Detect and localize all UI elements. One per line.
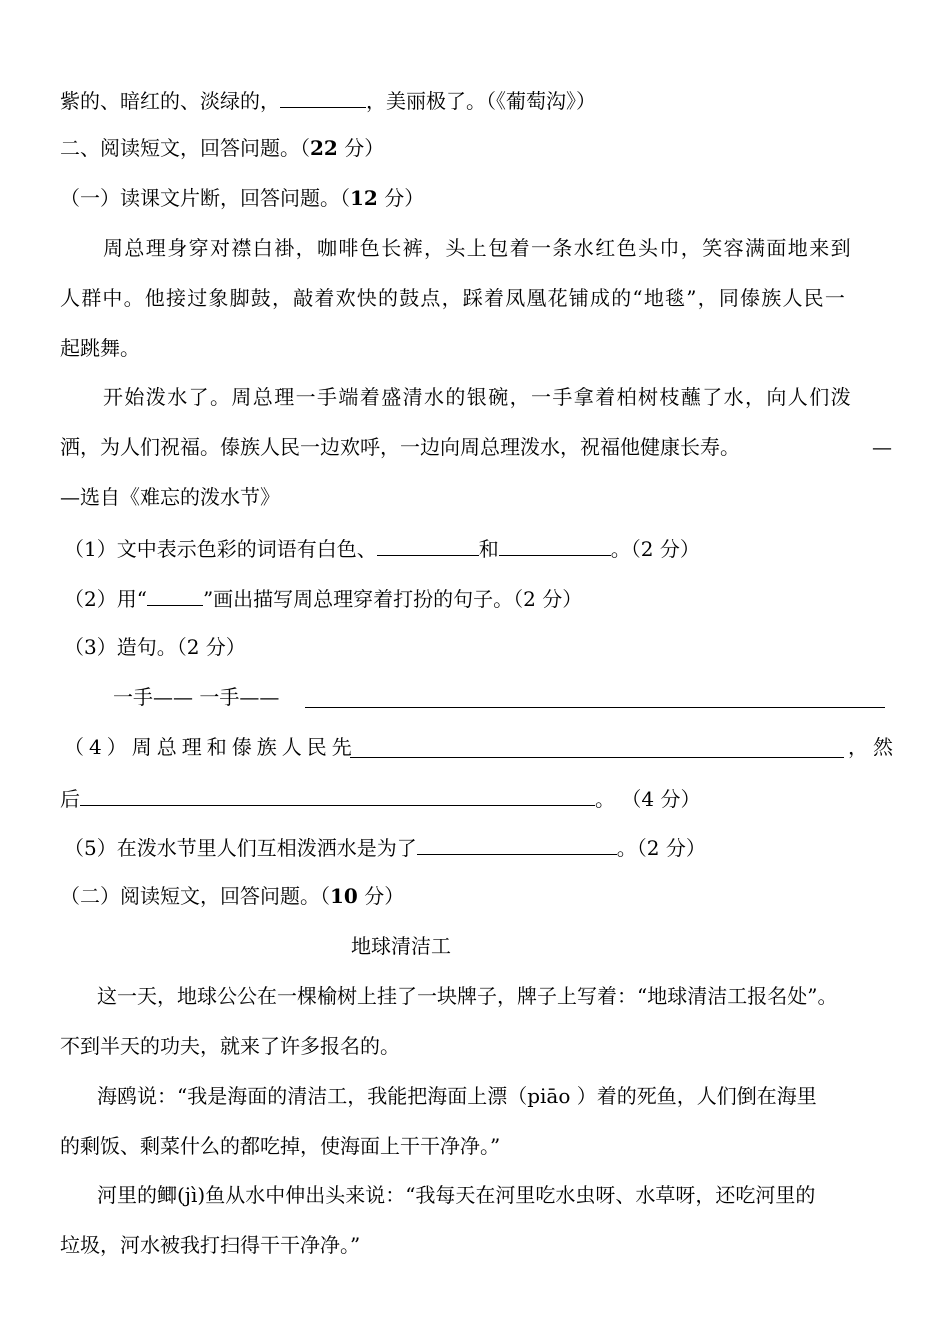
passage-line: 洒，为人们祝福。傣族人民一边欢呼，一边向周总理泼水，祝福他健康长寿。 [60,435,740,459]
heading-text: （一）读课文片断，回答问题。（ [60,186,350,210]
heading-text: 二、阅读短文，回答问题。（ [60,136,310,160]
answer-line[interactable] [350,757,844,758]
source-citation: —选自《难忘的泼水节》 [60,485,280,509]
answer-blank[interactable] [80,783,595,806]
dash: — [872,435,892,459]
question-text: （5）在泼水节里人们互相泼洒水是为了 [64,836,417,860]
question-text: 和 [478,537,499,561]
subsection-heading [60,184,424,214]
blank-line[interactable] [280,85,366,108]
question-3: （3）造句。（2 分） [64,635,246,659]
score: 12 [350,186,378,210]
subsection-heading [60,882,404,912]
question-1 [64,533,700,563]
question-5 [64,832,706,862]
question-2 [64,583,582,613]
score: 22 [310,136,338,160]
text-fragment: 紫的、暗红的、淡绿的， [60,89,280,113]
question-text: 后 [60,787,80,811]
question-score: 。（2 分） [616,836,706,860]
story-line: 垃圾，河水被我打扫得干干净净。” [60,1233,361,1257]
answer-blank-2[interactable] [499,533,611,556]
heading-end: 分） [357,884,405,908]
story-line: 不到半天的功夫，就来了许多报名的。 [60,1034,400,1058]
question-4-continued [60,783,700,813]
question-4-text: ，然 [848,735,898,759]
heading-end: 分） [337,136,385,160]
answer-blank[interactable] [417,832,617,855]
passage-line: 开始泼水了。周总理一手端着盛清水的银碗，一手拿着柏树枝蘸了水，向人们泼 [103,385,852,409]
question-text: （1）文中表示色彩的词语有白色、 [64,537,377,561]
underline-sample [147,583,203,606]
answer-blank-1[interactable] [377,533,479,556]
story-title: 地球清洁工 [351,934,451,958]
heading-text: （二）阅读短文，回答问题。（ [60,884,330,908]
heading-end: 分） [377,186,425,210]
text-fragment: ，美丽极了。（《葡萄沟》） [366,89,596,113]
passage-line: 周总理身穿对襟白褂，咖啡色长裤，头上包着一条水红色头巾，笑容满面地来到 [103,236,852,260]
fill-blank-line [60,85,596,115]
answer-line[interactable] [305,707,885,708]
question-score: 。 （4 分） [595,787,701,811]
section-heading [60,134,384,164]
question-4-text: （4）周总理和傣族人民先 [64,735,357,759]
question-text: ”画出描写周总理穿着打扮的句子。（2 分） [202,587,583,611]
question-text: （2）用“ [64,587,147,611]
story-line: 这一天，地球公公在一棵榆树上挂了一块牌子，牌子上写着：“地球清洁工报名处”。 [97,984,838,1008]
story-line: 海鸥说：“我是海面的清洁工，我能把海面上漂（piāo ）着的死鱼，人们倒在海里 [97,1084,817,1108]
passage-line: 人群中。他接过象脚鼓，敲着欢快的鼓点，踩着凤凰花铺成的“地毯”，同傣族人民一 [60,286,847,310]
story-line: 河里的鲫(jì)鱼从水中伸出头来说：“我每天在河里吃水虫呀、水草呀，还吃河里的 [97,1183,816,1207]
question-score: 。（2 分） [610,537,700,561]
score: 10 [330,884,358,908]
story-line: 的剩饭、剩菜什么的都吃掉，使海面上干干净净。” [60,1134,501,1158]
passage-line: 起跳舞。 [60,336,140,360]
sentence-prompt: 一手—— 一手—— [113,685,280,709]
